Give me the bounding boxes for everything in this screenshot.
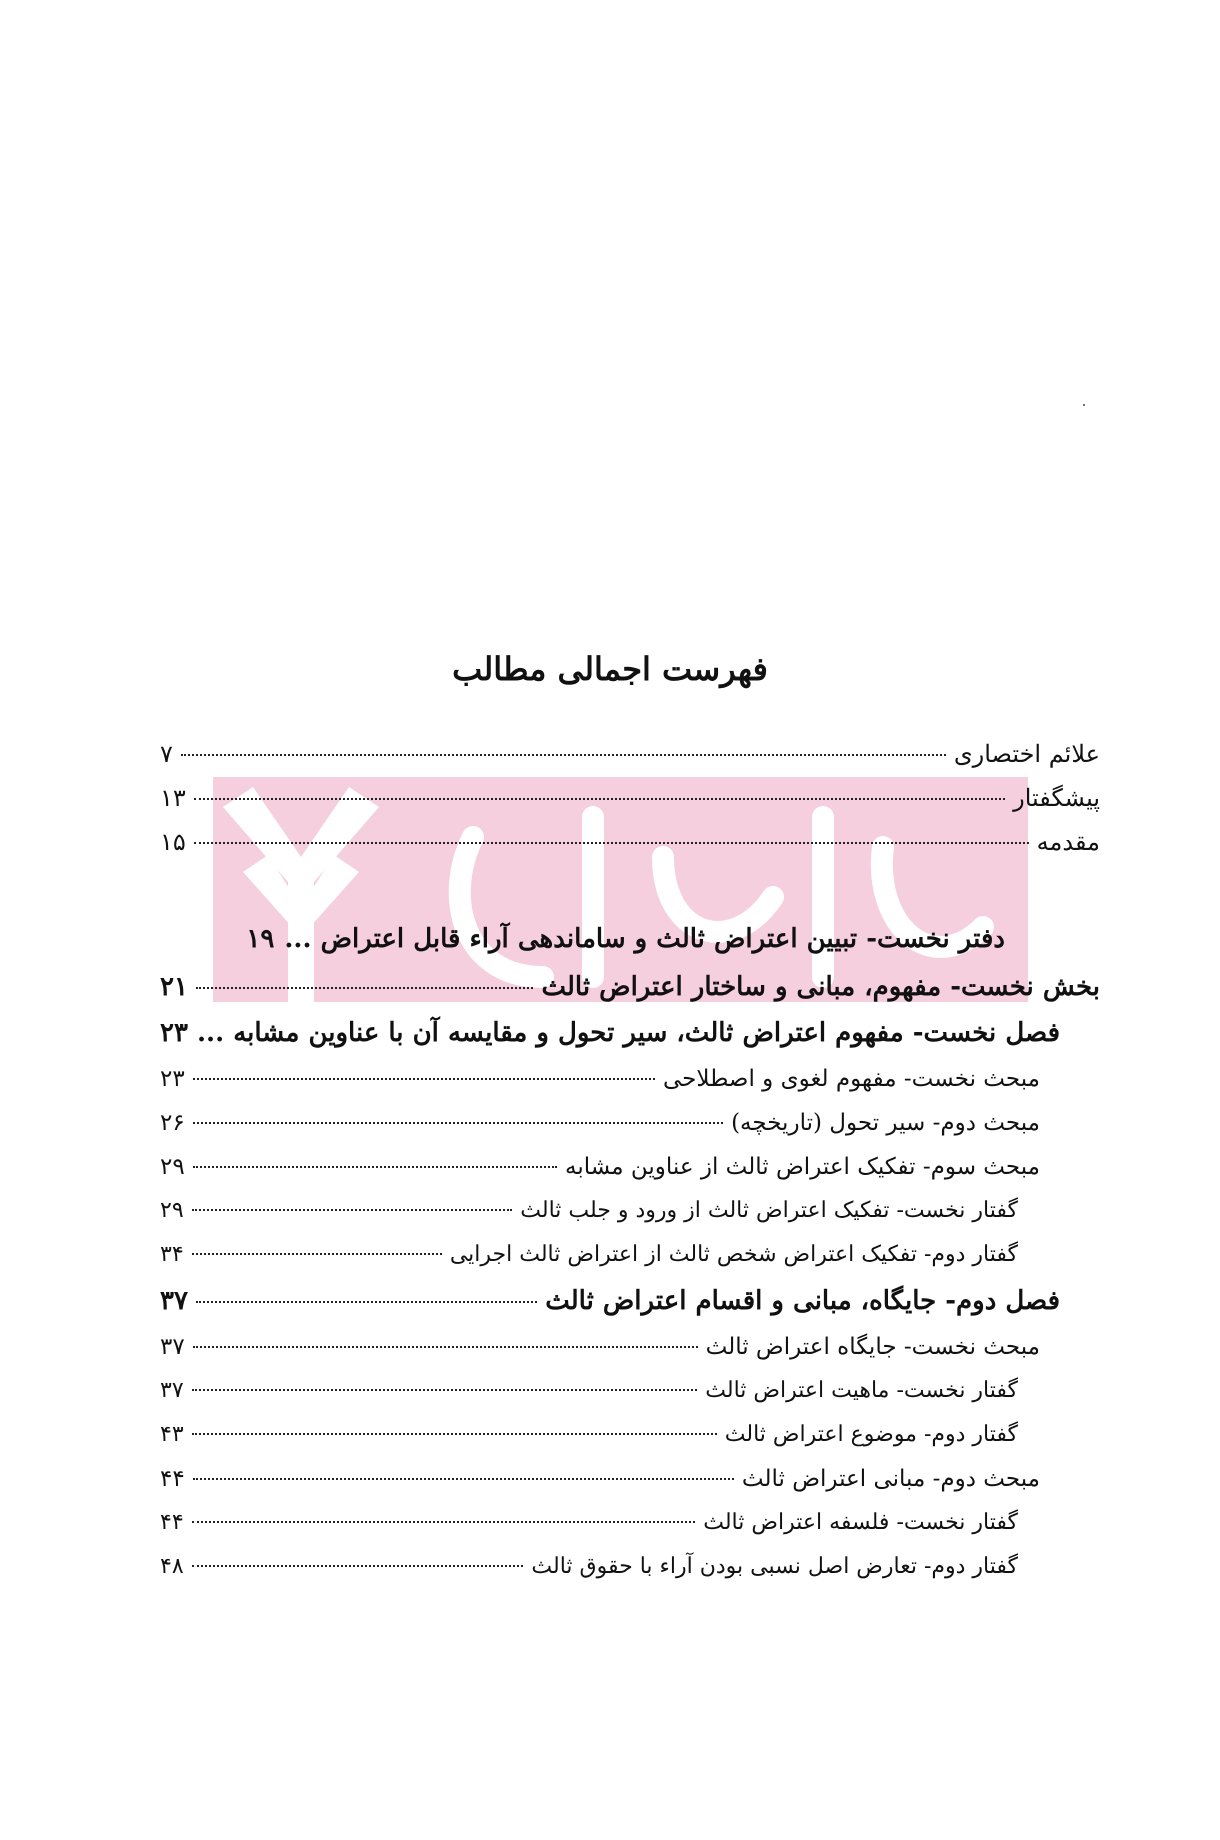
toc-entry-title: مبحث نخست- مفهوم لغوی و اصطلاحی: [662, 1066, 1040, 1092]
dot-leader: [194, 842, 1029, 844]
toc-entry[interactable]: [160, 1554, 1018, 1594]
toc-entry-page: ۱۵: [160, 828, 186, 856]
toc-entry-page: ۲۹: [160, 1154, 185, 1180]
toc-entry-title: مبحث نخست- جایگاه اعتراض ثالث: [705, 1334, 1040, 1360]
toc-entry[interactable]: [160, 1378, 1018, 1418]
toc-entry-title: پیشگفتار: [1013, 784, 1100, 812]
dot-leader: [193, 1122, 723, 1124]
toc-entry-page: ۳۷: [160, 1378, 184, 1403]
dot-leader: [193, 1166, 557, 1168]
toc-entry-title: گفتار دوم- موضوع اعتراض ثالث: [724, 1422, 1018, 1447]
toc-entry-page: ۴۳: [160, 1422, 184, 1447]
toc-entry[interactable]: [160, 784, 1100, 824]
toc-entry-title: فصل نخست- مفهوم اعتراض ثالث، سیر تحول و مقایسه آن با عناوین مشابه ...: [196, 1018, 1060, 1048]
toc-entry-page: ۲۳: [160, 1066, 185, 1092]
toc-entry[interactable]: [160, 972, 1100, 1012]
toc-entry-page: ۳۴: [160, 1242, 184, 1267]
toc-entry-page: ۲۱: [160, 972, 188, 1002]
dot-leader: [193, 1478, 734, 1480]
toc-entry[interactable]: [160, 1066, 1040, 1106]
page-title: فهرست اجمالی مطالب: [452, 650, 768, 688]
dot-leader: [192, 1433, 717, 1435]
toc-entry-page: ۲۳: [160, 1018, 188, 1048]
dot-leader: [196, 987, 534, 989]
toc-entry-page: ۴۸: [160, 1554, 184, 1579]
stray-dot: [1083, 404, 1085, 406]
toc-entry-page: ۷: [160, 740, 173, 768]
toc-entry[interactable]: [160, 1510, 1018, 1550]
toc-entry[interactable]: [160, 1154, 1040, 1194]
toc-entry[interactable]: [160, 924, 1005, 964]
toc-entry[interactable]: [160, 1334, 1040, 1374]
toc-entry-title: گفتار نخست- فلسفه اعتراض ثالث: [703, 1510, 1018, 1535]
dot-leader: [193, 1346, 698, 1348]
toc-entry-title: گفتار دوم- تفکیک اعتراض شخص ثالث از اعتراض ثالث اجرایی: [449, 1242, 1018, 1267]
dot-leader: [192, 1389, 698, 1391]
toc-entry[interactable]: [160, 1110, 1040, 1150]
toc-entry-title: مبحث سوم- تفکیک اعتراض ثالث از عناوین مشابه: [564, 1154, 1040, 1180]
dot-leader: [192, 1209, 513, 1211]
toc-entry-title: مبحث دوم- مبانی اعتراض ثالث: [741, 1466, 1040, 1492]
toc-entry-title: بخش نخست- مفهوم، مبانی و ساختار اعتراض ثالث: [541, 972, 1100, 1002]
toc-entry[interactable]: [160, 740, 1100, 780]
toc-entry-title: مقدمه: [1036, 828, 1100, 856]
dot-leader: [193, 1078, 655, 1080]
toc-entry-page: ۲۹: [160, 1198, 184, 1223]
dot-leader: [192, 1253, 442, 1255]
toc-entry[interactable]: [160, 1422, 1018, 1462]
toc-entry-title: گفتار نخست- تفکیک اعتراض ثالث از ورود و جلب ثالث: [520, 1198, 1018, 1223]
toc-entry-title: گفتار نخست- ماهیت اعتراض ثالث: [705, 1378, 1018, 1403]
toc-entry[interactable]: [160, 1466, 1040, 1506]
dot-leader: [196, 1301, 537, 1303]
toc-entry[interactable]: [160, 1242, 1018, 1282]
toc-entry[interactable]: [160, 828, 1100, 868]
toc-entry-title: گفتار دوم- تعارض اصل نسبی بودن آراء با حقوق ثالث: [531, 1554, 1018, 1579]
dot-leader: [192, 1565, 524, 1567]
toc-entry-page: ۴۴: [160, 1466, 185, 1492]
toc-entry-page: ۳۷: [160, 1286, 188, 1316]
toc-entry-page: ۱۳: [160, 784, 186, 812]
dot-leader: [194, 798, 1005, 800]
toc-entry[interactable]: [160, 1286, 1060, 1326]
toc-entry-title: مبحث دوم- سیر تحول (تاریخچه): [731, 1110, 1040, 1136]
dot-leader: [181, 754, 946, 756]
toc-entry-title: علائم اختصاری: [953, 740, 1100, 768]
toc-entry[interactable]: [160, 1018, 1060, 1058]
toc-entry[interactable]: [160, 1198, 1018, 1238]
toc-entry-page: ۳۷: [160, 1334, 185, 1360]
dot-leader: [192, 1521, 696, 1523]
toc-entry-title: فصل دوم- جایگاه، مبانی و اقسام اعتراض ثالث: [545, 1286, 1060, 1316]
toc-entry-title: دفتر نخست- تبیین اعتراض ثالث و ساماندهی آراء قابل اعتراض ...: [284, 924, 1005, 954]
toc-entry-page: ۱۹: [246, 924, 275, 954]
toc-entry-page: ۲۶: [160, 1110, 185, 1136]
toc-entry-page: ۴۴: [160, 1510, 184, 1535]
